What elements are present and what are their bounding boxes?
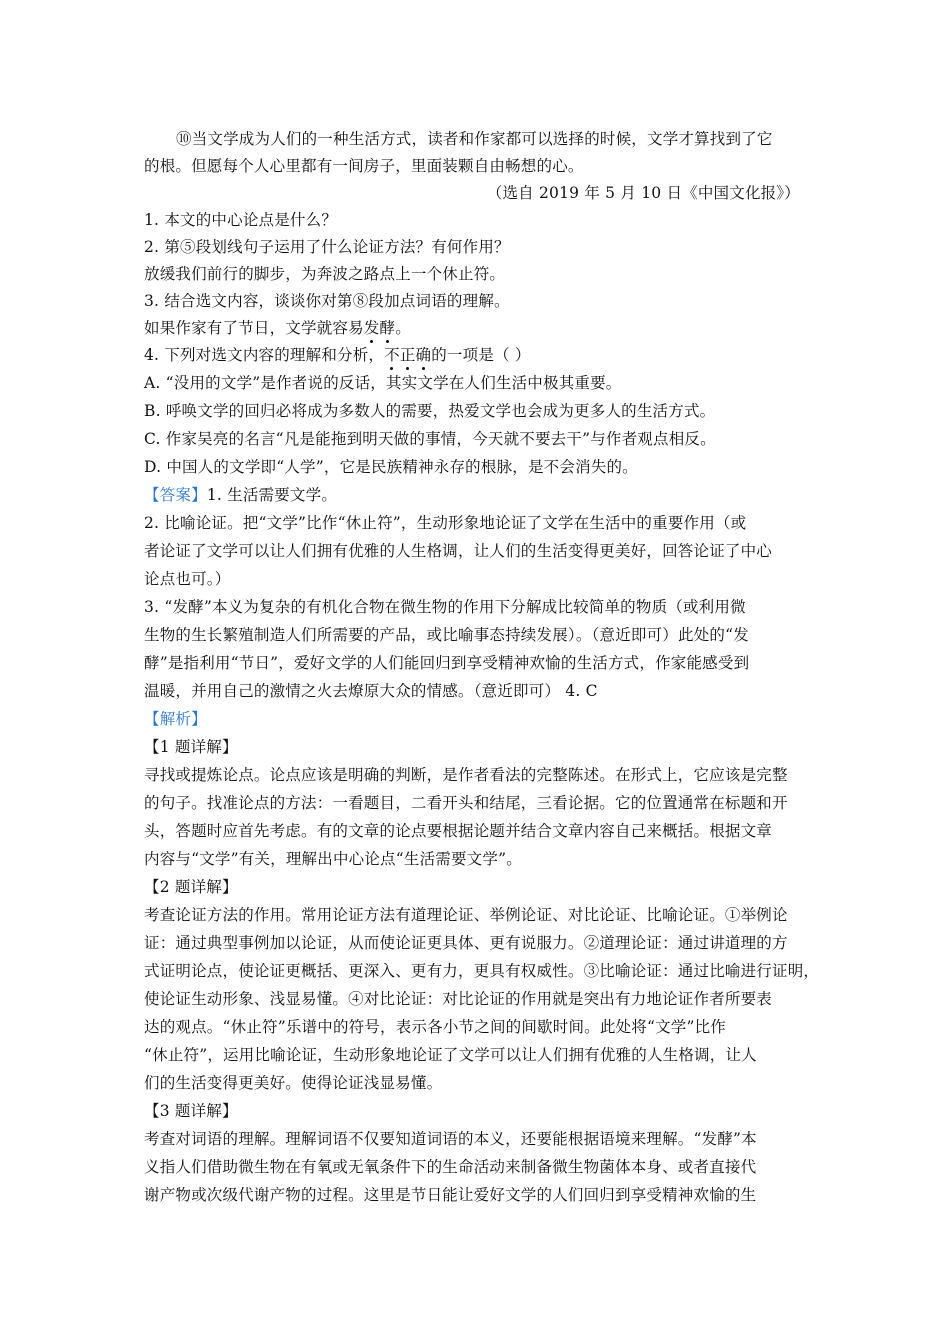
- answer-2-line-3: 论点也可。）: [144, 570, 231, 588]
- detail-2-title: 【2 题详解】: [144, 878, 238, 896]
- answer-2-line-2: 者论证了文学可以让人们拥有优雅的人生格调，让人们的生活变得更美好，回答论证了中心: [144, 542, 773, 560]
- question-3-sentence-pre: 如果作家有了节日，文学就容易: [144, 319, 364, 337]
- dotted-char: 发: [363, 319, 380, 337]
- detail-1-line-2: 的句子。找准论点的方法：一看题目，二看开头和结尾，三看论据。它的位置通常在标题和开: [144, 794, 788, 812]
- detail-3-line-2: 义指人们借助微生物在有氧或无氧条件下的生命活动来制备微生物菌体本身、或者直接代: [144, 1158, 757, 1176]
- option-b: B. 呼唤文学的回归必将成为多数人的需要，热爱文学也会成为更多人的生活方式。: [144, 402, 716, 420]
- paragraph-10-line-2: 的根。但愿每个人心里都有一间房子，里面装颗自由畅想的心。: [144, 157, 584, 175]
- detail-1-title: 【1 题详解】: [144, 738, 238, 756]
- answer-3-line-3: 酵”是指利用“节日”，爱好文学的人们能回归到享受精神欢愉的生活方式，作家能感受到: [144, 654, 750, 672]
- answer-3-line-4: 温暖，并用自己的激情之火去燎原大众的情感。（意近即可） 4. C: [144, 682, 598, 700]
- detail-2-line-3: 式证明论点，使论证更概括、更深入、更有力，更具有权威性。③比喻论证：通过比喻进行证明，: [144, 962, 820, 980]
- detail-2-line-6: “休止符”，运用比喻论证，生动形象地论证了文学可以让人们拥有优雅的人生格调，让人: [144, 1046, 757, 1064]
- detail-3-line-3: 谢产物或次级代谢产物的过程。这里是节日能让爱好文学的人们回归到享受精神欢愉的生: [144, 1186, 757, 1204]
- detail-2-line-7: 们的生活变得更美好。使得论证浅显易懂。: [144, 1074, 443, 1092]
- option-c: C. 作家吴亮的名言“凡是能拖到明天做的事情，今天就不要去干”与作者观点相反。: [144, 430, 716, 448]
- answer-3-line-2: 生物的生长繁殖制造人们所需要的产品，或比喻事态持续发展）。（意近即可）此处的“发: [144, 626, 749, 644]
- detail-2-line-2: 证：通过典型事例加以论证，从而使论证更具体、更有说服力。②道理论证：通过讲道理的方: [144, 934, 788, 952]
- answer-1: 1. 生活需要文学。: [206, 486, 338, 504]
- detail-1-line-4: 内容与“文学”有关，理解出中心论点“生活需要文学”。: [144, 850, 522, 868]
- dotted-char: 确: [415, 346, 432, 364]
- question-2-sentence: 放缓我们前行的脚步，为奔波之路点上一个休止符。: [144, 265, 506, 283]
- question-3: 3. 结合选文内容，谈谈你对第⑧段加点词语的理解。: [144, 292, 510, 310]
- detail-3-title: 【3 题详解】: [144, 1102, 238, 1120]
- question-3-sentence-post: 。: [395, 319, 411, 337]
- question-4-pre: 4. 下列对选文内容的理解和分析，: [144, 346, 385, 364]
- detail-2-line-1: 考查论证方法的作用。常用论证方法有道理论证、举例论证、对比论证、比喻论证。①举例论: [144, 906, 788, 924]
- question-1: 1. 本文的中心论点是什么？: [144, 211, 338, 229]
- dotted-char: 不: [384, 346, 400, 364]
- option-d: D. 中国人的文学即“人学”，它是民族精神永存的根脉，是不会消失的。: [144, 458, 638, 476]
- analysis-tag: 【解析】: [144, 710, 207, 728]
- detail-1-line-3: 头，答题时应首先考虑。有的文章的论点要根据论题并结合文章内容自己来概括。根据文章: [144, 822, 773, 840]
- detail-2-line-5: 达的观点。“休止符”乐谱中的符号，表示各小节之间的间歇时间。此处将“文学”比作: [144, 1018, 726, 1036]
- detail-1-line-1: 寻找或提炼论点。论点应该是明确的判断，是作者看法的完整陈述。在形式上，它应该是完整: [144, 766, 788, 784]
- question-3-sentence: [144, 318, 812, 338]
- answer-line-1: [144, 485, 812, 505]
- question-2: 2. 第⑤段划线句子运用了什么论证方法？有何作用？: [144, 238, 510, 256]
- dotted-char: 正: [399, 346, 416, 364]
- detail-2-line-4: 使论证生动形象、浅显易懂。④对比论证：对比论证的作用就是突出有力地论证作者所要表: [144, 990, 773, 1008]
- paragraph-10-line-1: ⑩当文学成为人们的一种生活方式，读者和作家都可以选择的时候，文学才算找到了它: [176, 130, 773, 148]
- answer-2-line-1: 2. 比喻论证。把“文学”比作“休止符”，生动形象地论证了文学在生活中的重要作用（或: [144, 514, 747, 532]
- source-citation: （选自 2019 年 5 月 10 日《中国文化报》）: [486, 184, 800, 202]
- option-a: A. “没用的文学”是作者说的反话，其实文学在人们生活中极其重要。: [144, 374, 622, 392]
- question-4: [144, 345, 812, 365]
- answer-3-line-1: 3. “发酵”本义为复杂的有机化合物在微生物的作用下分解成比较简单的物质（或利用微: [144, 598, 746, 616]
- detail-3-line-1: 考查对词语的理解。理解词语不仅要知道词语的本义，还要能根据语境来理解。“发酵”本: [144, 1130, 757, 1148]
- answer-tag: 【答案】: [144, 486, 207, 504]
- question-4-post: 的一项是（ ）: [431, 346, 531, 364]
- dotted-char: 酵: [379, 319, 396, 337]
